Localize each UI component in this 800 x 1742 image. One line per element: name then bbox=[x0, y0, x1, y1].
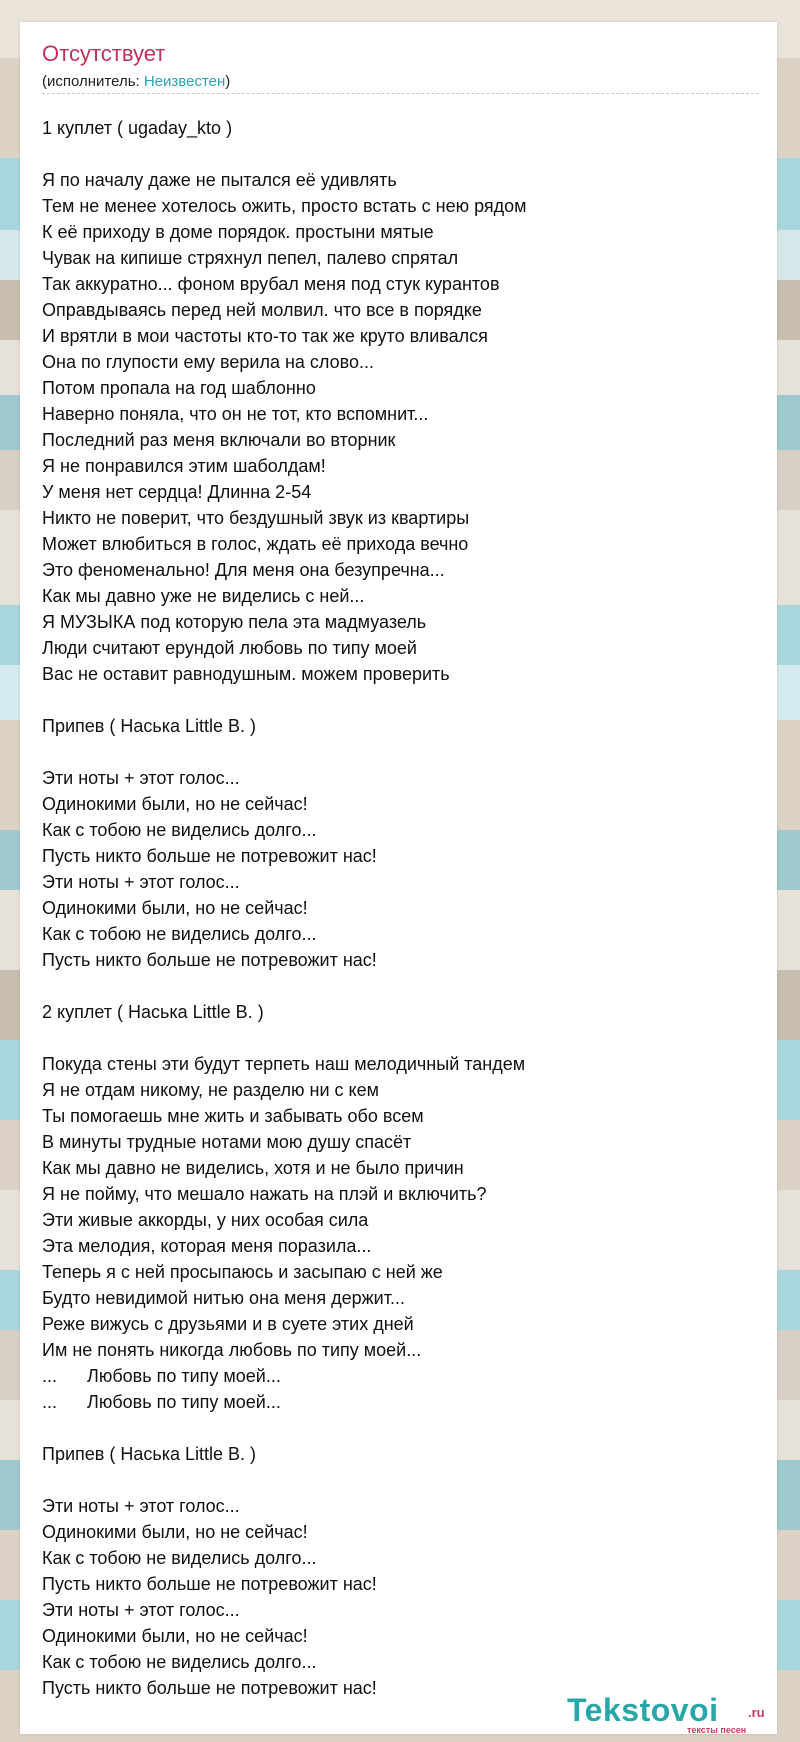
lyric-line: Эти ноты + этот голос... bbox=[42, 1496, 240, 1516]
lyric-line: Ты помогаешь мне жить и забывать обо всем bbox=[42, 1106, 424, 1126]
lyric-line: Пусть никто больше не потревожит нас! bbox=[42, 846, 377, 866]
logo-tld: .ru bbox=[748, 1705, 765, 1720]
lyric-line: Это феноменально! Для меня она безупречна... bbox=[42, 560, 445, 580]
lyric-line: Припев ( Наська Little B. ) bbox=[42, 1444, 257, 1464]
lyric-line: Одинокими были, но не сейчас! bbox=[42, 898, 308, 918]
lyric-line: Эти живые аккорды, у них особая сила bbox=[42, 1210, 369, 1230]
lyric-line bbox=[42, 973, 762, 999]
lyrics-card bbox=[20, 22, 777, 1734]
lyric-line: Реже вижусь с друзьями и в суете этих дней bbox=[42, 1314, 414, 1334]
lyric-line: Эти ноты + этот голос... bbox=[42, 1600, 240, 1620]
lyric-line: Как мы давно уже не виделись с ней... bbox=[42, 586, 365, 606]
lyric-line: Пусть никто больше не потревожит нас! bbox=[42, 950, 377, 970]
lyric-line: Наверно поняла, что он не тот, кто вспомнит... bbox=[42, 404, 429, 424]
lyric-line: Я по началу даже не пытался её удивлять bbox=[42, 170, 397, 190]
artist-line bbox=[42, 73, 230, 90]
lyric-line: У меня нет сердца! Длинна 2-54 bbox=[42, 482, 312, 502]
lyric-line: Одинокими были, но не сейчас! bbox=[42, 1522, 308, 1542]
lyric-line: Как мы давно не виделись, хотя и не было причин bbox=[42, 1158, 464, 1178]
lyric-line: Припев ( Наська Little B. ) bbox=[42, 716, 257, 736]
header-divider bbox=[42, 93, 759, 94]
lyric-line bbox=[42, 1415, 762, 1441]
lyric-line bbox=[42, 1025, 762, 1051]
lyric-line: Эти ноты + этот голос... bbox=[42, 872, 240, 892]
lyric-line: Так аккуратно... фоном врубал меня под стук курантов bbox=[42, 274, 500, 294]
lyric-line: В минуты трудные нотами мою душу спасёт bbox=[42, 1132, 412, 1152]
lyric-line: Покуда стены эти будут терпеть наш мелодичный тандем bbox=[42, 1054, 526, 1074]
lyric-line: ... Любовь по типу моей... bbox=[42, 1392, 281, 1412]
lyric-line: Чувак на кипише стряхнул пепел, палево спрятал bbox=[42, 248, 459, 268]
lyric-line: Как с тобою не виделись долго... bbox=[42, 1652, 317, 1672]
lyric-line: Как с тобою не виделись долго... bbox=[42, 820, 317, 840]
lyric-line: 2 куплет ( Наська Little B. ) bbox=[42, 1002, 264, 1022]
lyrics-body bbox=[42, 115, 762, 1701]
lyric-line: Люди считают ерундой любовь по типу моей bbox=[42, 638, 417, 658]
site-logo[interactable] bbox=[567, 1692, 765, 1735]
lyric-line: Эти ноты + этот голос... bbox=[42, 768, 240, 788]
lyric-line: Одинокими были, но не сейчас! bbox=[42, 1626, 308, 1646]
lyric-line: Будто невидимой нитью она меня держит... bbox=[42, 1288, 405, 1308]
lyric-line: Я не отдам никому, не разделю ни с кем bbox=[42, 1080, 379, 1100]
lyric-line: Может влюбиться в голос, ждать её прихода вечно bbox=[42, 534, 469, 554]
lyric-line: Им не понять никогда любовь по типу моей... bbox=[42, 1340, 422, 1360]
lyric-line: Одинокими были, но не сейчас! bbox=[42, 794, 308, 814]
lyric-line: Я не пойму, что мешало нажать на плэй и включить? bbox=[42, 1184, 487, 1204]
lyric-line: Оправдываясь перед ней молвил. что все в порядке bbox=[42, 300, 482, 320]
logo-tagline: тексты песен bbox=[687, 1725, 747, 1735]
lyric-line: 1 куплет ( ugaday_kto ) bbox=[42, 118, 233, 138]
lyric-line: Пусть никто больше не потревожит нас! bbox=[42, 1678, 377, 1698]
lyric-line: Как с тобою не виделись долго... bbox=[42, 1548, 317, 1568]
lyric-line: Тем не менее хотелось ожить, просто встать с нею рядом bbox=[42, 196, 527, 216]
lyric-line: ... Любовь по типу моей... bbox=[42, 1366, 281, 1386]
lyric-line bbox=[42, 687, 762, 713]
lyric-line: Вас не оставит равнодушным. можем проверить bbox=[42, 664, 450, 684]
lyric-line bbox=[42, 739, 762, 765]
artist-prefix: (исполнитель: bbox=[42, 73, 144, 90]
lyric-line bbox=[42, 141, 762, 167]
lyric-line: И врятли в мои частоты кто-то так же круто вливался bbox=[42, 326, 488, 346]
lyric-line: Я МУЗЫКА под которую пела эта мадмуазель bbox=[42, 612, 427, 632]
lyric-line: Потом пропала на год шаблонно bbox=[42, 378, 316, 398]
lyric-line: Теперь я с ней просыпаюсь и засыпаю с ней же bbox=[42, 1262, 443, 1282]
lyric-line: Последний раз меня включали во вторник bbox=[42, 430, 396, 450]
lyric-line: Она по глупости ему верила на слово... bbox=[42, 352, 375, 372]
artist-link[interactable]: Неизвестен bbox=[143, 73, 226, 90]
lyric-line: К её приходу в доме порядок. простыни мятые bbox=[42, 222, 434, 242]
lyric-line: Как с тобою не виделись долго... bbox=[42, 924, 317, 944]
lyric-line bbox=[42, 1467, 762, 1493]
lyric-line: Пусть никто больше не потревожит нас! bbox=[42, 1574, 377, 1594]
lyric-line: Никто не поверит, что бездушный звук из квартиры bbox=[42, 508, 470, 528]
song-title: Отсутствует bbox=[42, 41, 166, 66]
artist-suffix: ) bbox=[225, 73, 231, 90]
lyric-line: Эта мелодия, которая меня поразила... bbox=[42, 1236, 372, 1256]
logo-text: Tekstovoi bbox=[567, 1692, 719, 1728]
lyric-line: Я не понравился этим шаболдам! bbox=[42, 456, 326, 476]
